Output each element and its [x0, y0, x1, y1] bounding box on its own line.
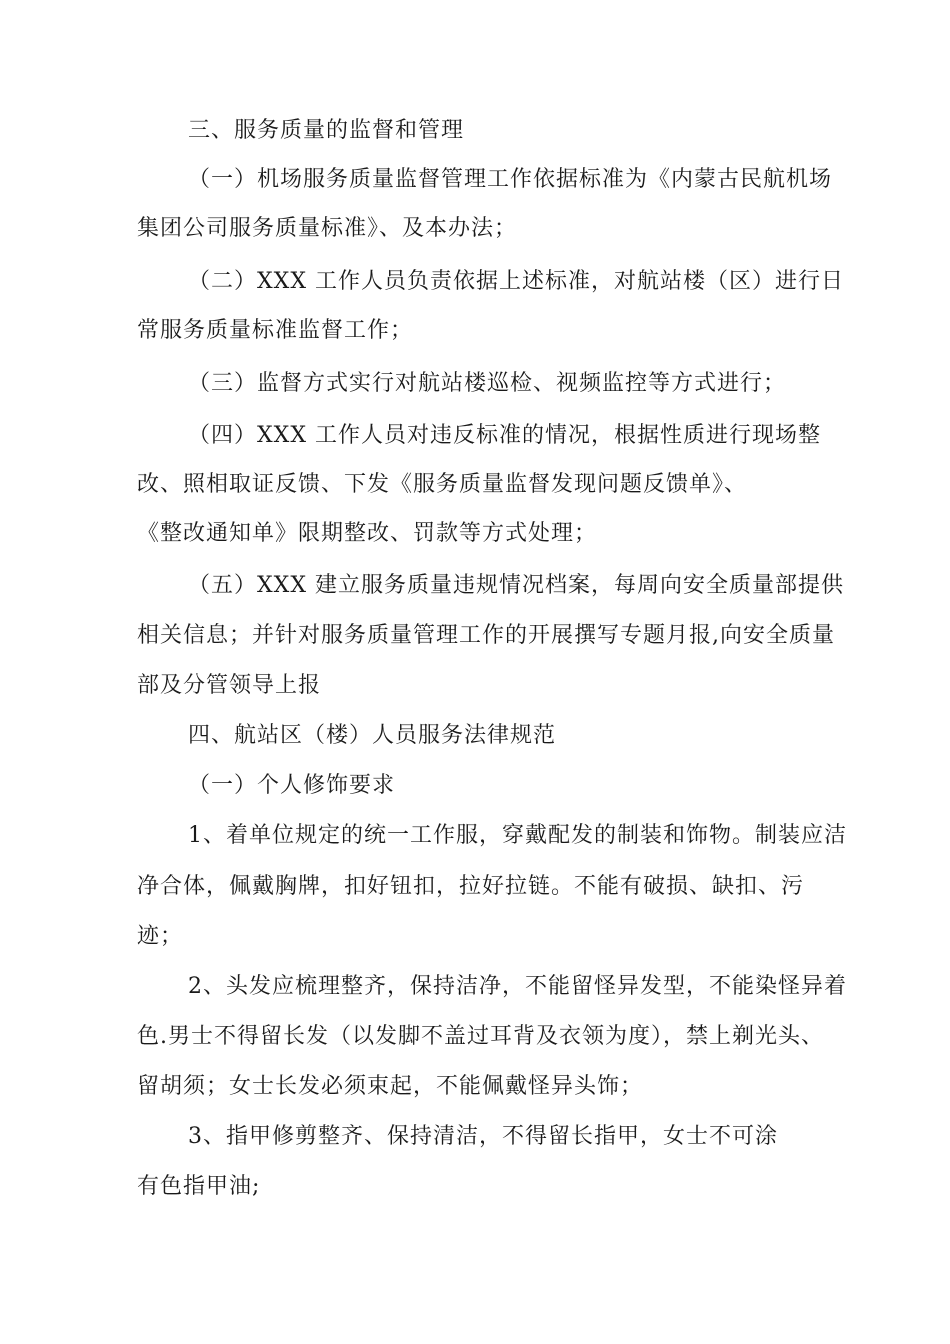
paragraph-line: 2、头发应梳理整齐，保持洁净，不能留怪异发型，不能染怪异着 [188, 974, 847, 999]
paragraph-line: 净合体，佩戴胸牌，扣好钮扣，拉好拉链。不能有破损、缺扣、污 [137, 874, 805, 899]
paragraph-line: 留胡须；女士长发必须束起，不能佩戴怪异头饰； [137, 1074, 644, 1099]
paragraph-line: 色.男士不得留长发（以发脚不盖过耳背及衣领为度），禁上剃光头、 [137, 1024, 824, 1049]
paragraph-line: 3、指甲修剪整齐、保持清洁，不得留长指甲，女士不可涂 [188, 1124, 778, 1149]
paragraph-line: 常服务质量标准监督工作； [137, 318, 414, 343]
subsection-heading: （一）个人修饰要求 [188, 773, 396, 798]
paragraph-line: 1、着单位规定的统一工作服，穿戴配发的制装和饰物。制装应洁 [188, 823, 847, 848]
paragraph-line: （四）XXX 工作人员对违反标准的情况，根据性质进行现场整 [188, 423, 821, 448]
paragraph-line: 改、照相取证反馈、下发《服务质量监督发现问题反馈单》、 [137, 472, 748, 497]
section-heading-3: 三、服务质量的监督和管理 [188, 118, 465, 143]
paragraph-line: （五）XXX 建立服务质量违规情况档案，每周向安全质量部提供 [188, 573, 844, 598]
paragraph-line: 迹； [137, 924, 184, 949]
section-heading-4: 四、航站区（楼）人员服务法律规范 [188, 723, 557, 748]
paragraph-line: 《整改通知单》限期整改、罚款等方式处理； [137, 521, 598, 546]
paragraph-line: 有色指甲油; [137, 1174, 261, 1199]
paragraph-line: 部及分管领导上报 [137, 673, 322, 698]
paragraph-line: （三）监督方式实行对航站楼巡检、视频监控等方式进行； [188, 371, 787, 396]
paragraph-line: 相关信息；并针对服务质量管理工作的开展撰写专题月报,向安全质量 [137, 623, 835, 648]
paragraph-line: （一）机场服务质量监督管理工作依据标准为《内蒙古民航机场 [188, 167, 833, 192]
paragraph-line: 集团公司服务质量标准》、及本办法； [137, 216, 518, 241]
paragraph-line: （二）XXX 工作人员负责依据上述标准，对航站楼（区）进行日 [188, 269, 844, 294]
